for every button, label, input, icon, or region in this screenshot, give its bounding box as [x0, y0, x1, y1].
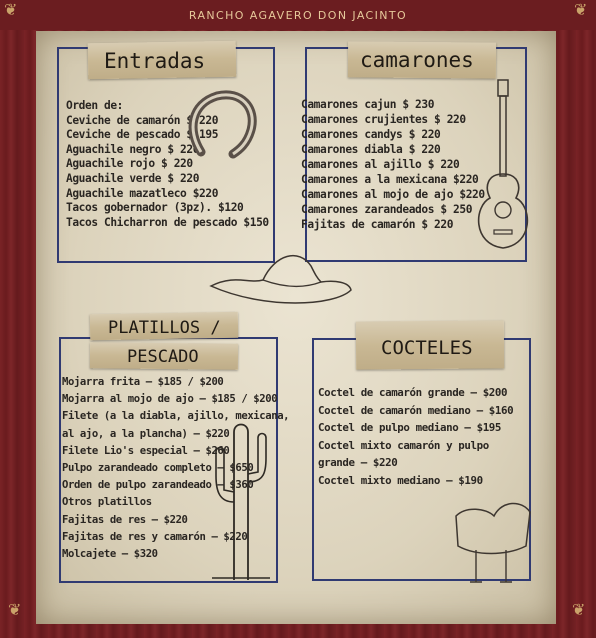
menu-item: Camarones crujientes $ 220 [301, 113, 466, 126]
cowboy-hat-icon [205, 244, 355, 314]
corner-flourish-icon: ❦ [8, 600, 22, 619]
menu-item: Aguachile mazatleco $220 [66, 186, 219, 200]
horseshoe-icon [183, 86, 263, 166]
cocteles-list [318, 384, 513, 490]
menu-item: Coctel de pulpo mediano — $195 [318, 421, 502, 435]
menu-item: Molcajete — $320 [62, 548, 158, 561]
menu-item: Camarones candys $ 220 [301, 128, 441, 141]
camarones-title: camarones [360, 48, 474, 72]
menu-item: Camarones cajun $ 230 [301, 98, 435, 111]
menu-item: grande — $220 [318, 456, 398, 470]
menu-item: Mojarra frita — $185 / $200 [62, 376, 224, 388]
menu-item: Fajitas de camarón $ 220 [301, 218, 454, 231]
menu-item: Camarones diabla $ 220 [301, 143, 441, 156]
menu-item: Filete (a la diabla, ajillo, mexicana, [62, 410, 290, 423]
menu-item: Orden de: [66, 99, 124, 112]
menu-item: Aguachile rojo $ 220 [66, 157, 193, 171]
menu-item: Orden de pulpo zarandeado — $360 [62, 479, 254, 492]
restaurant-name: RANCHO AGAVERO DON JACINTO [188, 9, 408, 22]
menu-item: Coctel de camarón grande — $200 [318, 386, 508, 399]
camarones-list [301, 97, 485, 232]
corner-flourish-icon: ❦ [4, 0, 18, 19]
menu-item: Aguachile verde $ 220 [66, 171, 200, 185]
menu-item: Camarones al ajillo $ 220 [301, 158, 460, 171]
corner-flourish-icon: ❦ [574, 0, 588, 19]
cactus-icon [206, 412, 276, 582]
menu-item: Ceviche de camarón $ 220 [66, 113, 219, 127]
menu-item: Aguachile negro $ 220 [66, 142, 200, 156]
menu-item: Tacos Chicharron de pescado $150 [66, 215, 269, 229]
menu-item: Camarones zarandeados $ 250 [301, 203, 473, 216]
menu-item: Camarones al mojo de ajo $220 [301, 188, 485, 201]
platillos-title-line2: PESCADO [127, 347, 199, 367]
entradas-title: Entradas [104, 49, 206, 73]
menu-item: Pulpo zarandeado completo — $650 [62, 462, 254, 475]
menu-item: Coctel mixto camarón y pulpo [318, 438, 489, 452]
menu-item: Tacos gobernador (3pz). $120 [66, 201, 244, 215]
menu-item: Camarones a la mexicana $220 [301, 173, 479, 186]
menu-item: Fajitas de res y camarón — $220 [62, 530, 248, 543]
platillos-title-line1: PLATILLOS / [108, 318, 221, 338]
menu-item: Mojarra al mojo de ajo — $185 / $200 [62, 393, 278, 406]
menu-item: Coctel mixto mediano — $190 [318, 473, 483, 487]
menu-item: Filete Lio's especial — $260 [62, 444, 230, 457]
menu-item: al ajo, a la plancha) — $220 [62, 427, 230, 440]
corner-flourish-icon: ❦ [572, 600, 586, 619]
saddle-icon [446, 486, 536, 586]
menu-item: Otros platillos [62, 496, 152, 509]
cocteles-title: COCTELES [381, 337, 473, 359]
menu-item: Ceviche de pescado $ 195 [66, 128, 219, 142]
menu-item: Coctel de camarón mediano — $160 [318, 403, 514, 417]
guitar-icon [468, 78, 538, 258]
menu-item: Fajitas de res — $220 [62, 513, 188, 526]
